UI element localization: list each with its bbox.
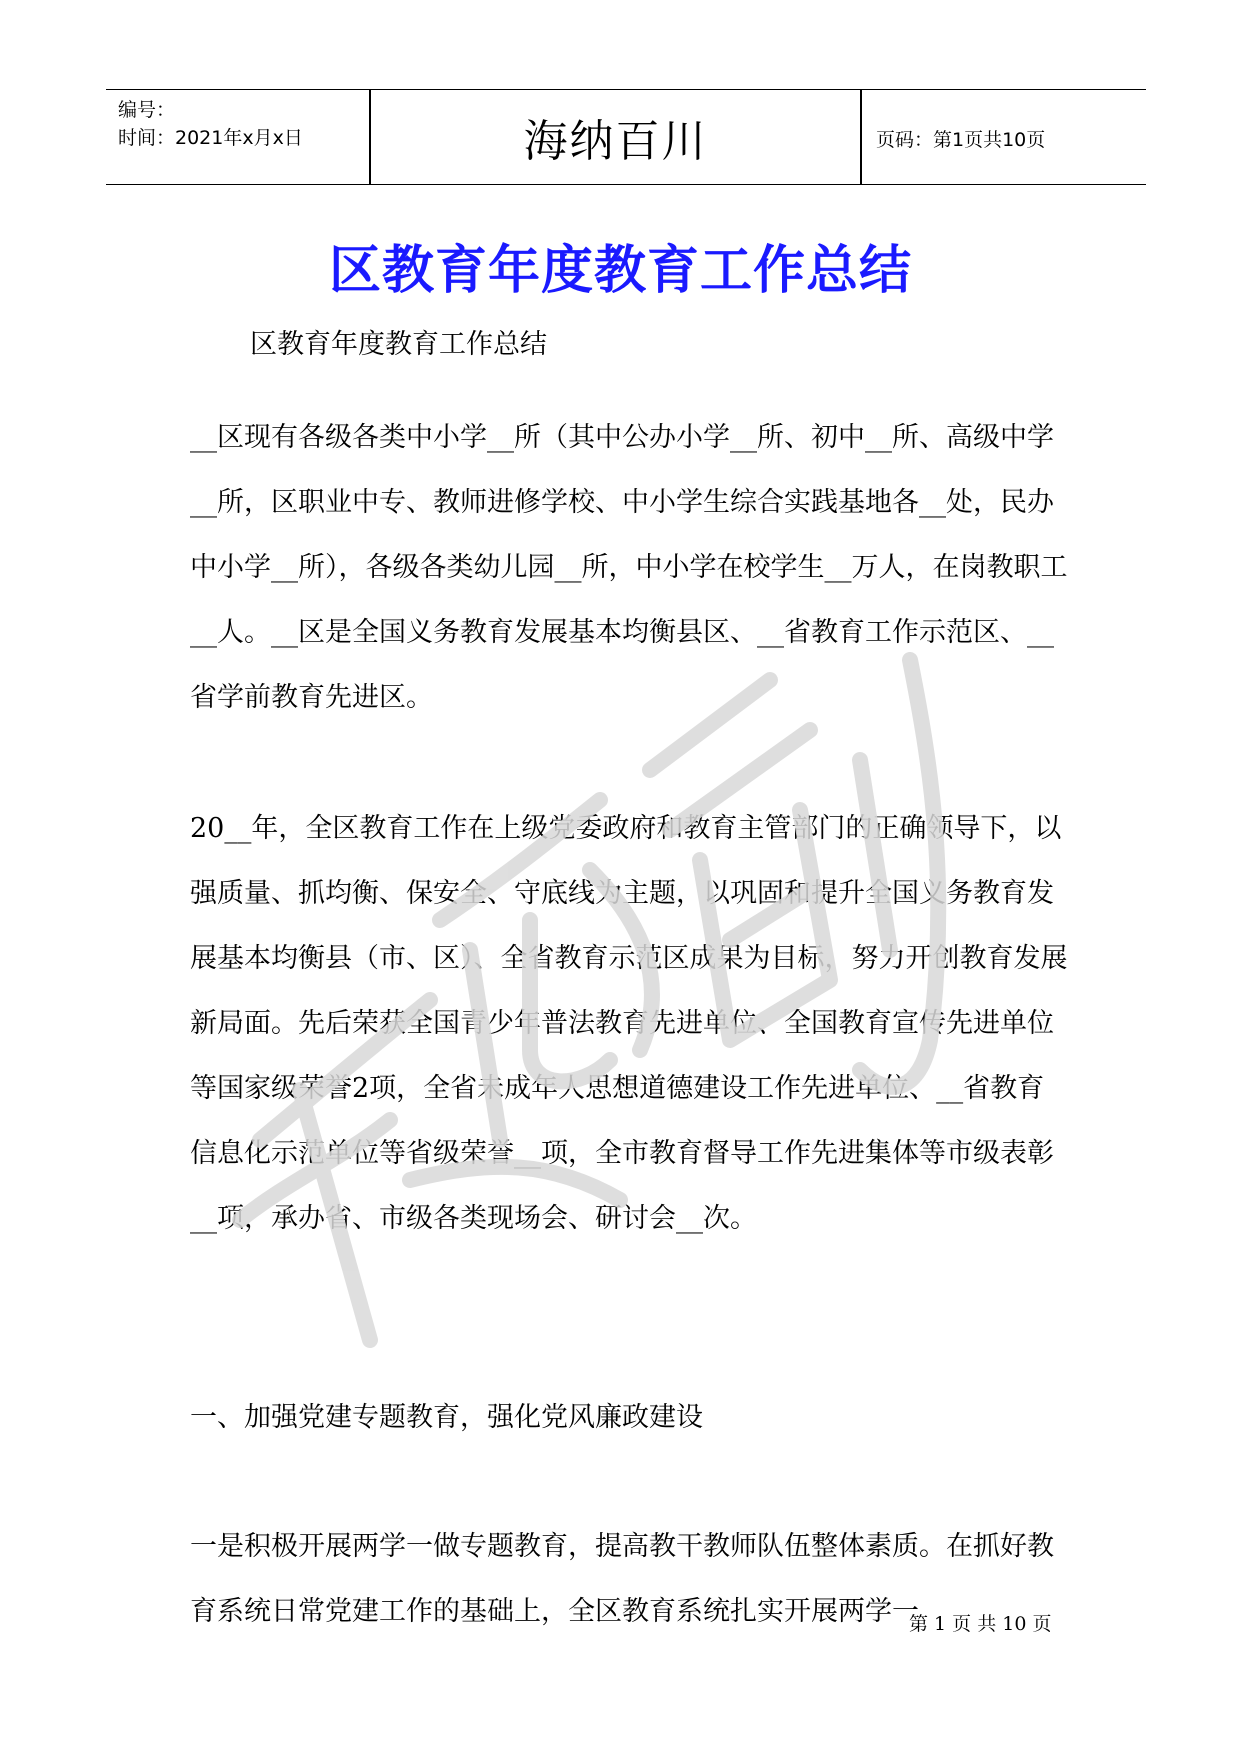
header-meta — [118, 96, 303, 152]
number-label: 编号： — [118, 99, 176, 121]
paragraph: __区现有各级各类中小学__所（其中公办小学__所、初中__所、高级中学__所，区职业中专、教师进修学校、中小学生综合实践基地各__处，民办中小学__所），各级各类幼儿园__所，中小学在校学生__万人，在岗教职工__人。__区是全国义务教育发展基本均衡县区、__省教育工作示范区、__省学前教育先进区。 — [190, 422, 1068, 713]
paragraph: 一是积极开展两学一做专题教育，提高教干教师队伍整体素质。在抓好教育系统日常党建工作的基础上，全区教育系统扎实开展两学一 — [190, 1531, 1054, 1627]
paragraph: 20__年，全区教育工作在上级党委政府和教育主管部门的正确领导下，以强质量、抓均衡、保安全、守底线为主题，以巩固和提升全国义务教育发展基本均衡县（市、区）、全省教育示范区成果为目标，努力开创教育发展新局面。先后荣获全国青少年普法教育先进单位、全国教育宣传先进单位等国家级荣誉2项，全省未成年人思想道德建设工作先进单位、__省教育信息化示范单位等省级荣誉__项，全市教育督导工作先进集体等市级表彰__项，承办省、市级各类现场会、研讨会__次。 — [190, 813, 1068, 1234]
header-table — [106, 89, 1146, 185]
section-heading: 一、加强党建专题教育，强化党风廉政建设 — [190, 1402, 703, 1433]
company-name: 海纳百川 — [523, 116, 708, 167]
page-label: 页码：第1页共10页 — [876, 129, 1046, 151]
document-title: 区教育年度教育工作总结 — [328, 240, 912, 301]
header-divider — [860, 90, 862, 184]
time-label: 时间：2021年x月x日 — [118, 127, 303, 149]
page-footer: 第 1 页 共 10 页 — [909, 1613, 1052, 1635]
document-subtitle: 区教育年度教育工作总结 — [250, 329, 547, 360]
